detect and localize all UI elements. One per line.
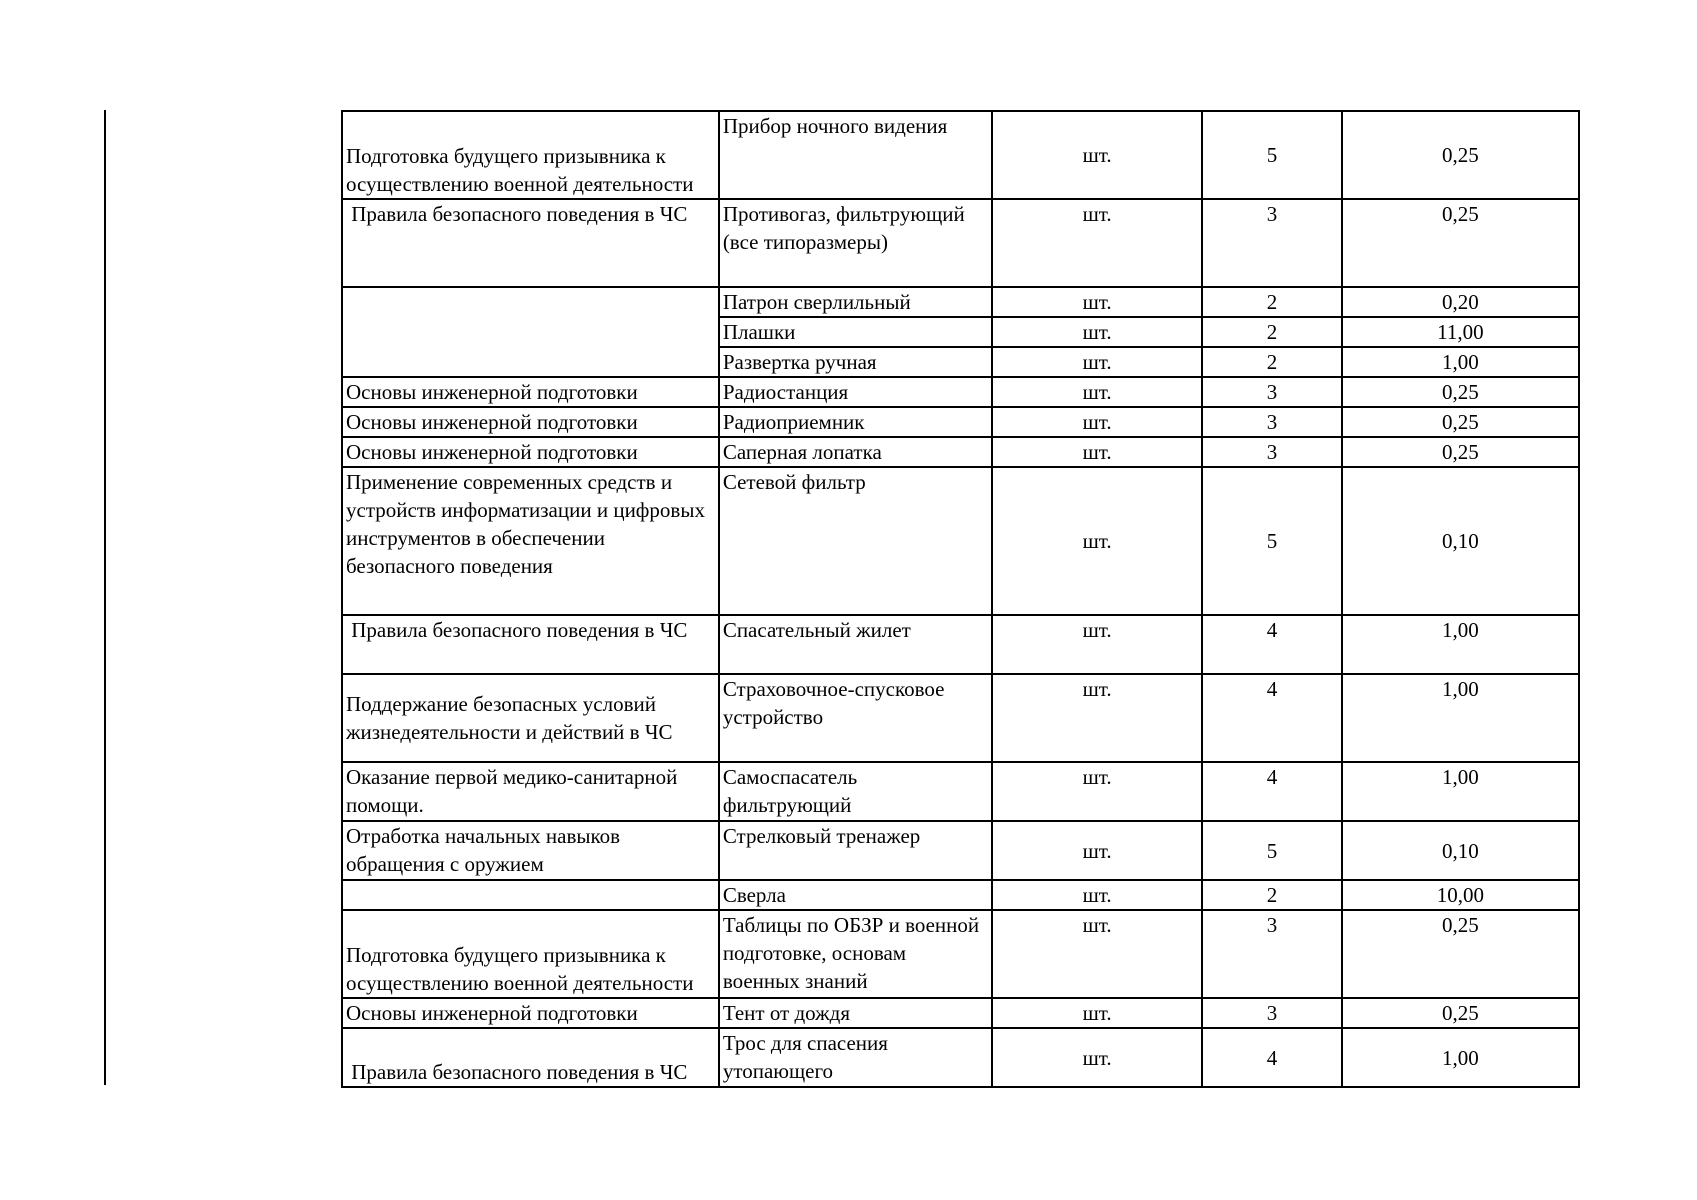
table-row	[342, 377, 1579, 407]
item-cell: Спасательный жилет	[719, 615, 992, 674]
item-cell: Радиоприемник	[719, 407, 992, 437]
item-cell: Противогаз, фильтрующий (все типоразмеры)	[719, 199, 992, 287]
qty-cell: 3	[1202, 998, 1342, 1028]
item-cell: Таблицы по ОБЗР и военной подготовке, основам военных знаний	[719, 910, 992, 998]
norm-cell: 1,00	[1342, 674, 1579, 762]
unit-cell: шт.	[992, 437, 1202, 467]
qty-cell: 2	[1202, 880, 1342, 910]
qty-cell: 2	[1202, 287, 1342, 317]
left-margin-rule	[104, 110, 106, 1085]
topic-cell: Основы инженерной подготовки	[342, 377, 719, 407]
topic-cell: Подготовка будущего призывника к осуществлению военной деятельности	[342, 910, 719, 998]
item-cell: Стрелковый тренажер	[719, 821, 992, 880]
qty-cell: 5	[1202, 111, 1342, 199]
item-cell: Тент от дождя	[719, 998, 992, 1028]
topic-cell: Правила безопасного поведения в ЧС	[342, 615, 719, 674]
topic-cell: Применение современных средств и устройств информатизации и цифровых инструментов в обеспечении безопасного поведения	[342, 467, 719, 615]
unit-cell: шт.	[992, 407, 1202, 437]
item-cell: Сверла	[719, 880, 992, 910]
table-row	[342, 437, 1579, 467]
qty-cell: 2	[1202, 347, 1342, 377]
topic-cell: Оказание первой медико-санитарной помощи.	[342, 762, 719, 821]
norm-cell: 1,00	[1342, 762, 1579, 821]
norm-cell: 0,10	[1342, 467, 1579, 615]
item-cell: Трос для спасения утопающего	[719, 1028, 992, 1087]
table-row	[342, 111, 1579, 199]
table-row	[342, 467, 1579, 615]
item-cell: Сетевой фильтр	[719, 467, 992, 615]
unit-cell: шт.	[992, 615, 1202, 674]
qty-cell: 2	[1202, 317, 1342, 347]
table-row	[342, 407, 1579, 437]
topic-cell: Основы инженерной подготовки	[342, 998, 719, 1028]
unit-cell: шт.	[992, 287, 1202, 317]
topic-cell: Основы инженерной подготовки	[342, 407, 719, 437]
qty-cell: 4	[1202, 1028, 1342, 1087]
table-row	[342, 287, 1579, 317]
table-row	[342, 762, 1579, 821]
norm-cell: 1,00	[1342, 347, 1579, 377]
item-cell: Плашки	[719, 317, 992, 347]
qty-cell: 4	[1202, 674, 1342, 762]
norm-cell: 1,00	[1342, 615, 1579, 674]
norm-cell: 0,25	[1342, 199, 1579, 287]
table-row	[342, 880, 1579, 910]
item-cell: Прибор ночного видения	[719, 111, 992, 199]
topic-cell	[342, 287, 719, 377]
table-row	[342, 199, 1579, 287]
norm-cell: 11,00	[1342, 317, 1579, 347]
qty-cell: 5	[1202, 821, 1342, 880]
norm-cell: 0,25	[1342, 998, 1579, 1028]
equipment-table	[341, 110, 1580, 1088]
qty-cell: 4	[1202, 615, 1342, 674]
unit-cell: шт.	[992, 910, 1202, 998]
table-row	[342, 1028, 1579, 1087]
table-row	[342, 821, 1579, 880]
table-row	[342, 674, 1579, 762]
topic-cell: Правила безопасного поведения в ЧС	[342, 199, 719, 287]
unit-cell: шт.	[992, 762, 1202, 821]
topic-cell: Подготовка будущего призывника к осуществлению военной деятельности	[342, 111, 719, 199]
unit-cell: шт.	[992, 377, 1202, 407]
unit-cell: шт.	[992, 199, 1202, 287]
unit-cell: шт.	[992, 998, 1202, 1028]
norm-cell: 0,25	[1342, 377, 1579, 407]
topic-cell: Правила безопасного поведения в ЧС	[342, 1028, 719, 1087]
topic-cell: Отработка начальных навыков обращения с оружием	[342, 821, 719, 880]
norm-cell: 0,20	[1342, 287, 1579, 317]
qty-cell: 3	[1202, 199, 1342, 287]
unit-cell: шт.	[992, 317, 1202, 347]
qty-cell: 3	[1202, 377, 1342, 407]
topic-cell	[342, 880, 719, 910]
norm-cell: 0,25	[1342, 407, 1579, 437]
unit-cell: шт.	[992, 821, 1202, 880]
norm-cell: 10,00	[1342, 880, 1579, 910]
qty-cell: 3	[1202, 910, 1342, 998]
item-cell: Страховочное-спусковое устройство	[719, 674, 992, 762]
norm-cell: 0,25	[1342, 910, 1579, 998]
unit-cell: шт.	[992, 111, 1202, 199]
unit-cell: шт.	[992, 880, 1202, 910]
qty-cell: 4	[1202, 762, 1342, 821]
qty-cell: 5	[1202, 467, 1342, 615]
topic-cell: Поддержание безопасных условий жизнедеятельности и действий в ЧС	[342, 674, 719, 762]
table-row	[342, 910, 1579, 998]
norm-cell: 0,10	[1342, 821, 1579, 880]
qty-cell: 3	[1202, 407, 1342, 437]
item-cell: Радиостанция	[719, 377, 992, 407]
item-cell: Развертка ручная	[719, 347, 992, 377]
unit-cell: шт.	[992, 674, 1202, 762]
item-cell: Самоспасатель фильтрующий	[719, 762, 992, 821]
norm-cell: 0,25	[1342, 111, 1579, 199]
item-cell: Патрон сверлильный	[719, 287, 992, 317]
qty-cell: 3	[1202, 437, 1342, 467]
table-row	[342, 615, 1579, 674]
table-row	[342, 998, 1579, 1028]
item-cell: Саперная лопатка	[719, 437, 992, 467]
topic-cell: Основы инженерной подготовки	[342, 437, 719, 467]
norm-cell: 0,25	[1342, 437, 1579, 467]
unit-cell: шт.	[992, 467, 1202, 615]
unit-cell: шт.	[992, 1028, 1202, 1087]
unit-cell: шт.	[992, 347, 1202, 377]
norm-cell: 1,00	[1342, 1028, 1579, 1087]
